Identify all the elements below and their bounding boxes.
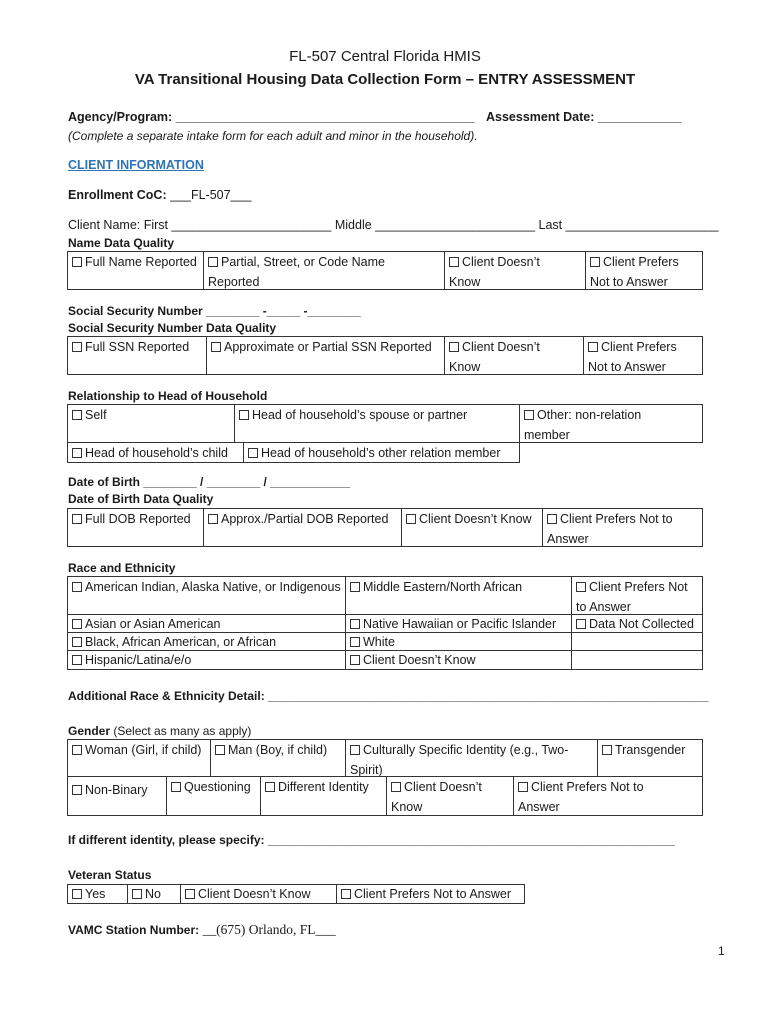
- race-empty-cell: [571, 650, 703, 670]
- option-label: Culturally Specific Identity (e.g., Two-: [363, 743, 569, 757]
- checkbox-icon[interactable]: [208, 257, 218, 267]
- option-label-cont: Answer: [518, 800, 560, 814]
- option-label: Questioning: [184, 780, 251, 794]
- option-label-cont: Reported: [208, 275, 260, 289]
- option-white[interactable]: [345, 632, 572, 651]
- checkbox-icon[interactable]: [350, 619, 360, 629]
- checkbox-icon[interactable]: [406, 514, 416, 524]
- checkbox-icon[interactable]: [449, 342, 459, 352]
- ssn-field[interactable]: Social Security Number ________ -_____ -________: [68, 304, 361, 318]
- option-culturally-specific[interactable]: [345, 739, 598, 777]
- page-number: 1: [718, 944, 725, 958]
- race-ethnicity-label: Race and Ethnicity: [68, 561, 176, 575]
- checkbox-icon[interactable]: [341, 889, 351, 899]
- form-header-line1: FL-507 Central Florida HMIS: [289, 48, 481, 65]
- option-dob-client-prefers-not[interactable]: [542, 508, 703, 547]
- option-other-non-relation[interactable]: [519, 404, 703, 443]
- checkbox-icon[interactable]: [215, 745, 225, 755]
- checkbox-icon[interactable]: [239, 410, 249, 420]
- checkbox-icon[interactable]: [171, 782, 181, 792]
- vamc-station-value[interactable]: __(675) Orlando, FL___: [202, 922, 336, 937]
- option-race-client-prefers-not[interactable]: [571, 576, 703, 615]
- checkbox-icon[interactable]: [547, 514, 557, 524]
- dob-data-quality-label: Date of Birth Data Quality: [68, 492, 214, 506]
- option-name-client-prefers-not[interactable]: [585, 251, 703, 290]
- option-ssn-client-prefers-not[interactable]: [583, 336, 703, 375]
- option-label: Black, African American, or African: [85, 635, 277, 649]
- option-label: No: [145, 887, 161, 901]
- client-name-field[interactable]: Client Name: First _______________________ Middle _______________________ Last ______________________: [68, 218, 719, 232]
- checkbox-icon[interactable]: [72, 745, 82, 755]
- option-asian[interactable]: [67, 614, 346, 633]
- option-label: Client Doesn’t: [462, 340, 540, 354]
- checkbox-icon[interactable]: [72, 637, 82, 647]
- option-middle-eastern[interactable]: [345, 576, 572, 615]
- option-hoh-child[interactable]: [67, 442, 244, 463]
- checkbox-icon[interactable]: [602, 745, 612, 755]
- option-data-not-collected[interactable]: [571, 614, 703, 633]
- option-label: American Indian, Alaska Native, or Indigenous: [85, 580, 341, 594]
- checkbox-icon[interactable]: [211, 342, 221, 352]
- enrollment-coc-row: [68, 188, 251, 202]
- option-label: Client Doesn’t Know: [419, 512, 532, 526]
- option-hispanic[interactable]: [67, 650, 346, 670]
- checkbox-icon[interactable]: [72, 342, 82, 352]
- checkbox-icon[interactable]: [72, 514, 82, 524]
- additional-race-detail-field[interactable]: Additional Race & Ethnicity Detail: __________________________________________________________________: [68, 689, 709, 703]
- option-label: Native Hawaiian or Pacific Islander: [363, 617, 557, 631]
- checkbox-icon[interactable]: [391, 782, 401, 792]
- dob-field[interactable]: Date of Birth ________ / ________ / ____________: [68, 475, 351, 489]
- checkbox-icon[interactable]: [72, 785, 82, 795]
- option-label: Client Prefers: [601, 340, 677, 354]
- option-label: Full DOB Reported: [85, 512, 191, 526]
- option-label: Client Prefers Not to Answer: [354, 887, 512, 901]
- option-dob-client-doesnt-know[interactable]: [401, 508, 543, 547]
- option-label-cont: to Answer: [576, 600, 631, 614]
- option-man[interactable]: [210, 739, 346, 777]
- option-partial-dob[interactable]: [203, 508, 402, 547]
- ssn-data-quality-label: Social Security Number Data Quality: [68, 321, 277, 335]
- option-race-client-doesnt-know[interactable]: [345, 650, 572, 670]
- option-transgender[interactable]: [597, 739, 703, 777]
- option-full-dob[interactable]: [67, 508, 204, 547]
- option-label: Data Not Collected: [589, 617, 694, 631]
- gender-hint: (Select as many as apply): [110, 724, 252, 738]
- checkbox-icon[interactable]: [72, 889, 82, 899]
- option-name-client-doesnt-know[interactable]: [444, 251, 586, 290]
- option-label: White: [363, 635, 395, 649]
- different-identity-specify-field[interactable]: If different identity, please specify: _____________________________________________________________: [68, 833, 675, 847]
- checkbox-icon[interactable]: [350, 655, 360, 665]
- option-black[interactable]: [67, 632, 346, 651]
- checkbox-icon[interactable]: [248, 448, 258, 458]
- option-label: Head of household’s spouse or partner: [252, 408, 468, 422]
- option-label-cont: member: [524, 428, 570, 442]
- option-label: Head of household’s child: [85, 446, 228, 460]
- option-label: Hispanic/Latina/e/o: [85, 653, 192, 667]
- checkbox-icon[interactable]: [132, 889, 142, 899]
- agency-program-field[interactable]: Agency/Program: ___________________________________________: [68, 110, 475, 124]
- option-woman[interactable]: [67, 739, 211, 777]
- checkbox-icon[interactable]: [72, 655, 82, 665]
- name-data-quality-label: Name Data Quality: [68, 236, 175, 250]
- option-label: Client Prefers Not to: [531, 780, 644, 794]
- option-label: Different Identity: [278, 780, 369, 794]
- form-title: VA Transitional Housing Data Collection Form – ENTRY ASSESSMENT: [134, 71, 636, 88]
- option-label-cont: Know: [391, 800, 423, 814]
- option-label: Client Doesn’t Know: [198, 887, 311, 901]
- checkbox-icon[interactable]: [265, 782, 275, 792]
- option-label: Client Prefers Not to: [560, 512, 673, 526]
- checkbox-icon[interactable]: [208, 514, 218, 524]
- option-gender-client-prefers-not[interactable]: [513, 776, 703, 816]
- relationship-label: Relationship to Head of Household: [68, 389, 268, 403]
- option-hoh-other-relation[interactable]: [243, 442, 520, 463]
- vamc-station-row: [68, 922, 336, 938]
- option-partial-ssn[interactable]: [206, 336, 445, 375]
- form-instruction: (Complete a separate intake form for each adult and minor in the household).: [68, 129, 478, 143]
- option-native-hawaiian[interactable]: [345, 614, 572, 633]
- section-client-information: CLIENT INFORMATION: [68, 158, 204, 172]
- option-label: Client Prefers Not: [589, 580, 688, 594]
- option-label: Transgender: [615, 743, 686, 757]
- option-label-cont: Answer: [547, 532, 589, 546]
- checkbox-icon[interactable]: [185, 889, 195, 899]
- option-gender-client-doesnt-know[interactable]: [386, 776, 514, 816]
- checkbox-icon[interactable]: [590, 257, 600, 267]
- checkbox-icon[interactable]: [72, 619, 82, 629]
- option-label: Non-Binary: [85, 783, 148, 797]
- checkbox-icon[interactable]: [350, 637, 360, 647]
- checkbox-icon[interactable]: [72, 448, 82, 458]
- option-veteran-yes[interactable]: [67, 884, 128, 904]
- checkbox-icon[interactable]: [518, 782, 528, 792]
- option-veteran-no[interactable]: [127, 884, 181, 904]
- option-label-cont: Know: [449, 275, 481, 289]
- enrollment-coc-value[interactable]: ___FL-507___: [166, 188, 252, 202]
- gender-label-row: [68, 724, 251, 738]
- option-label: Full Name Reported: [85, 255, 197, 269]
- option-label: Approx./Partial DOB Reported: [221, 512, 389, 526]
- race-empty-cell: [571, 632, 703, 651]
- option-veteran-client-doesnt-know[interactable]: [180, 884, 337, 904]
- checkbox-icon[interactable]: [524, 410, 534, 420]
- option-full-name-reported[interactable]: [67, 251, 204, 290]
- veteran-status-label: Veteran Status: [68, 868, 152, 882]
- option-label: Yes: [85, 887, 106, 901]
- checkbox-icon[interactable]: [449, 257, 459, 267]
- assessment-date-field[interactable]: Assessment Date: ____________: [486, 110, 682, 124]
- option-label: Partial, Street, or Code Name: [221, 255, 385, 269]
- option-partial-name[interactable]: [203, 251, 445, 290]
- option-full-ssn[interactable]: [67, 336, 207, 375]
- option-spouse-partner[interactable]: [234, 404, 520, 443]
- option-label: Other: non-relation: [537, 408, 642, 422]
- option-label: Head of household’s other relation member: [261, 446, 501, 460]
- option-label: Full SSN Reported: [85, 340, 190, 354]
- option-label: Approximate or Partial SSN Reported: [224, 340, 432, 354]
- gender-label: Gender: [68, 724, 111, 738]
- option-label: Client Doesn’t Know: [363, 653, 476, 667]
- checkbox-icon[interactable]: [72, 582, 82, 592]
- option-label: Woman (Girl, if child): [85, 743, 202, 757]
- option-non-binary[interactable]: [67, 776, 167, 816]
- checkbox-icon[interactable]: [588, 342, 598, 352]
- checkbox-icon[interactable]: [72, 410, 82, 420]
- checkbox-icon[interactable]: [72, 257, 82, 267]
- option-label-cont: Know: [449, 360, 481, 374]
- option-label: Middle Eastern/North African: [363, 580, 523, 594]
- option-questioning[interactable]: [166, 776, 261, 816]
- option-label: Self: [85, 408, 107, 422]
- option-ssn-client-doesnt-know[interactable]: [444, 336, 584, 375]
- checkbox-icon[interactable]: [576, 582, 586, 592]
- option-label-cont: Not to Answer: [590, 275, 668, 289]
- option-label: Client Prefers: [603, 255, 679, 269]
- option-label: Man (Boy, if child): [228, 743, 328, 757]
- option-label-cont: Not to Answer: [588, 360, 666, 374]
- option-different-identity[interactable]: [260, 776, 387, 816]
- checkbox-icon[interactable]: [350, 745, 360, 755]
- option-veteran-client-prefers-not[interactable]: [336, 884, 525, 904]
- option-label: Asian or Asian American: [85, 617, 221, 631]
- option-label-cont: Spirit): [350, 763, 383, 777]
- checkbox-icon[interactable]: [350, 582, 360, 592]
- option-label: Client Doesn’t: [462, 255, 540, 269]
- option-label: Client Doesn’t: [404, 780, 482, 794]
- option-self[interactable]: [67, 404, 235, 443]
- enrollment-coc-label: Enrollment CoC:: [68, 188, 167, 202]
- option-american-indian[interactable]: [67, 576, 346, 615]
- vamc-station-label: VAMC Station Number:: [68, 923, 200, 937]
- checkbox-icon[interactable]: [576, 619, 586, 629]
